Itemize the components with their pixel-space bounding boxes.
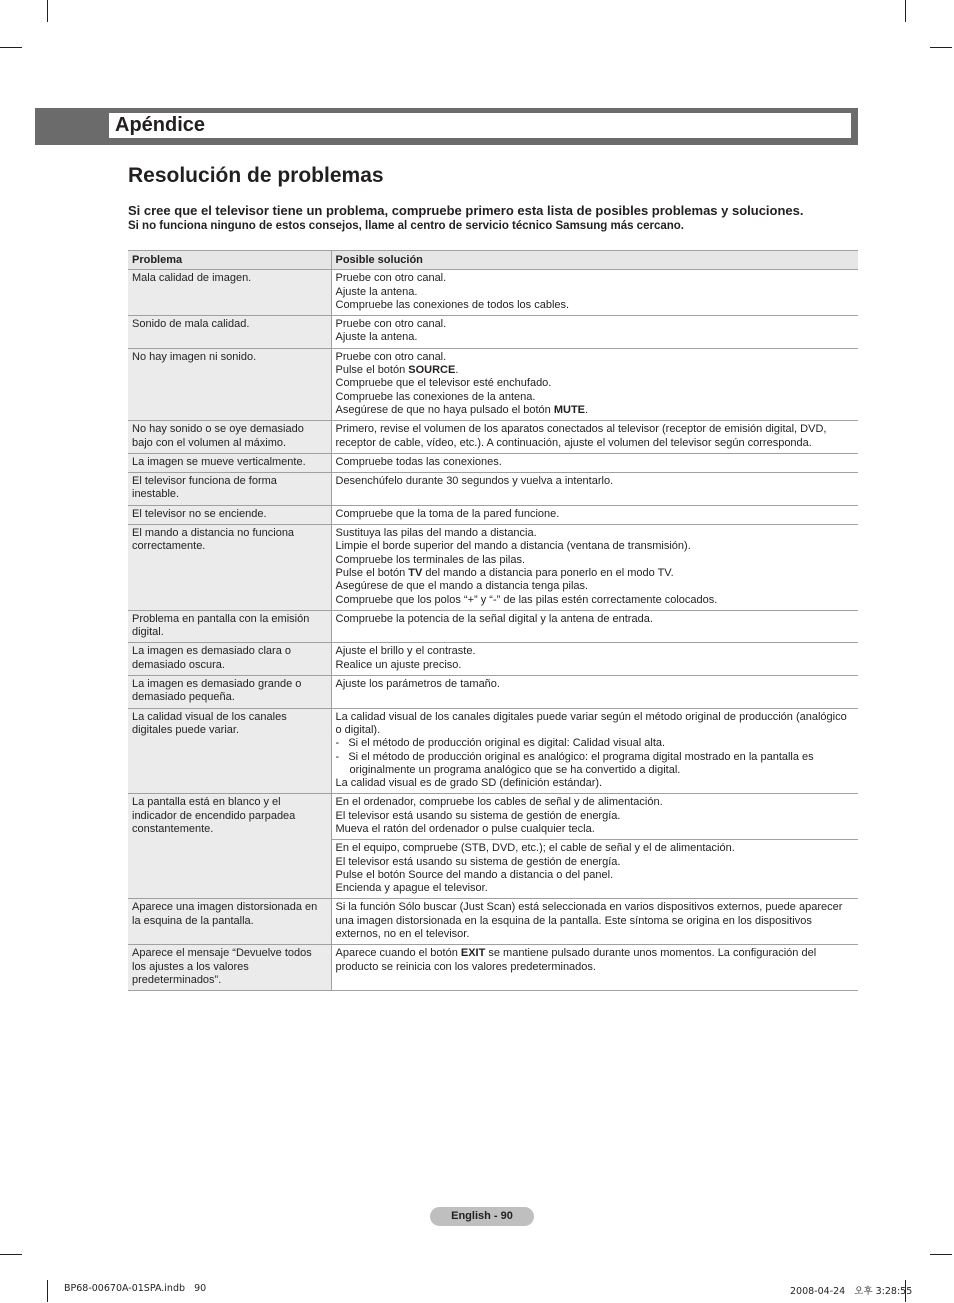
solution-line	[336, 659, 855, 672]
solution-text: del mando a distancia para ponerlo en el modo TV.	[422, 566, 674, 579]
solution-line	[336, 475, 855, 488]
solution-text: Pruebe con otro canal.	[335, 350, 447, 363]
solution-line	[336, 580, 855, 593]
solution-line	[336, 613, 855, 626]
table-row	[128, 473, 858, 506]
solution-text: El televisor está usando su sistema de gestión de energía.	[335, 809, 621, 822]
solution-cell	[331, 945, 858, 991]
solution-cell	[331, 899, 858, 945]
problem-cell: La imagen se mueve verticalmente.	[128, 453, 331, 472]
solution-line	[336, 737, 855, 750]
solution-cell	[331, 473, 858, 506]
table-header-row	[128, 251, 858, 270]
solution-text: Desenchúfelo durante 30 segundos y vuelva a intentarlo.	[335, 475, 614, 488]
solution-line	[336, 299, 855, 312]
chapter-banner	[35, 108, 858, 145]
table-row	[128, 316, 858, 349]
solution-line	[336, 351, 855, 364]
problem-cell: El televisor no se enciende.	[128, 505, 331, 524]
crop-mark	[47, 1280, 48, 1302]
solution-text: Aparece cuando el botón	[335, 947, 461, 960]
problem-cell: Aparece el mensaje “Devuelve todos los ajustes a los valores predeterminados”.	[128, 945, 331, 991]
problem-cell: La imagen es demasiado clara o demasiado oscura.	[128, 643, 331, 676]
table-row	[128, 945, 858, 991]
solution-text: Pulse el botón	[335, 364, 409, 377]
troubleshooting-table	[128, 250, 858, 991]
solution-line	[336, 286, 855, 299]
solution-cell	[331, 505, 858, 524]
solution-cell	[331, 643, 858, 676]
problem-cell: No hay sonido o se oye demasiado bajo con el volumen al máximo.	[128, 421, 331, 454]
solution-text: En el ordenador, compruebe los cables de señal y de alimentación.	[335, 796, 663, 809]
solution-text: Ajuste los parámetros de tamaño.	[335, 678, 500, 691]
solution-text: Asegúrese de que no haya pulsado el botón	[335, 403, 554, 416]
solution-text: Pulse el botón	[335, 566, 409, 579]
chapter-banner-box	[108, 112, 852, 139]
button-name-text: MUTE	[553, 403, 586, 416]
print-file-info: BP68-00670A-01SPA.indb 90	[64, 1283, 207, 1294]
solution-text: Limpie el borde superior del mando a distancia (ventana de transmisión).	[335, 540, 691, 553]
solution-text: - Si el método de producción original es analógico: el programa digital mostrado en la pantalla es originalmente un programa analógico que se ha convertido a digital.	[335, 750, 814, 776]
crop-mark	[0, 1254, 22, 1255]
solution-cell	[331, 610, 858, 643]
solution-text: Compruebe que los polos “+” y “-” de las pilas estén correctamente colocados.	[335, 593, 718, 606]
table-row	[128, 525, 858, 611]
solution-line	[336, 810, 855, 823]
solution-line	[336, 678, 855, 691]
button-name-text: EXIT	[460, 947, 486, 960]
solution-line	[336, 527, 855, 540]
solution-cell	[331, 348, 858, 420]
solution-line	[336, 404, 855, 417]
problem-cell: El mando a distancia no funciona correctamente.	[128, 525, 331, 611]
table-row	[128, 794, 858, 840]
table-row	[128, 708, 858, 794]
solution-line	[336, 856, 855, 869]
table-row	[128, 643, 858, 676]
problem-cell: El televisor funciona de forma inestable.	[128, 473, 331, 506]
solution-text: Asegúrese de que el mando a distancia tenga pilas.	[335, 580, 589, 593]
solution-text: se mantiene pulsado durante unos momentos. La configuración del producto se reinicia con los valores predeterminados.	[335, 947, 817, 973]
crop-mark	[930, 47, 952, 48]
intro-text-secondary: Si no funciona ninguno de estos consejos, llame al centro de servicio técnico Samsung más cercano.	[128, 220, 684, 232]
solution-line	[336, 272, 855, 285]
table-row	[128, 421, 858, 454]
solution-text: Sustituya las pilas del mando a distancia.	[335, 527, 537, 540]
solution-line	[336, 796, 855, 809]
solution-line	[336, 842, 855, 855]
solution-line	[336, 508, 855, 521]
crop-mark	[930, 1254, 952, 1255]
crop-mark	[905, 0, 906, 22]
solution-text: Realice un ajuste preciso.	[335, 658, 462, 671]
solution-text: Compruebe las conexiones de todos los cables.	[335, 298, 570, 311]
problem-cell: La pantalla está en blanco y el indicador de encendido parpadea constantemente.	[128, 794, 331, 899]
solution-text: El televisor está usando su sistema de gestión de energía.	[335, 855, 621, 868]
table-row	[128, 505, 858, 524]
solution-cell	[331, 270, 858, 316]
solution-line	[336, 901, 855, 941]
solution-cell	[331, 421, 858, 454]
solution-line	[336, 554, 855, 567]
solution-text: Pruebe con otro canal.	[335, 272, 447, 285]
table-row	[128, 348, 858, 420]
solution-line	[336, 823, 855, 836]
solution-text: Compruebe las conexiones de la antena.	[335, 390, 536, 403]
solution-line	[336, 751, 855, 778]
solution-text: Compruebe que el televisor esté enchufado.	[335, 377, 552, 390]
solution-line	[336, 594, 855, 607]
solution-line	[336, 318, 855, 331]
table-row	[128, 899, 858, 945]
solution-text: Encienda y apague el televisor.	[335, 882, 488, 895]
solution-cell	[331, 525, 858, 611]
solution-text: Compruebe todas las conexiones.	[335, 455, 502, 468]
solution-cell	[331, 840, 858, 899]
solution-text: - Si el método de producción original es digital: Calidad visual alta.	[335, 737, 666, 750]
solution-text: Primero, revise el volumen de los aparatos conectados al televisor (receptor de emisión digital, DVD, receptor de cable, vídeo, etc.). A continuación, ajuste el volumen del televisor según corresponda.	[335, 423, 827, 449]
solution-line	[336, 645, 855, 658]
table-row	[128, 270, 858, 316]
solution-line	[336, 331, 855, 344]
solution-line	[336, 567, 855, 580]
solution-text: Compruebe que la toma de la pared funcione.	[335, 507, 560, 520]
crop-mark	[47, 0, 48, 22]
solution-text: .	[455, 364, 459, 377]
solution-cell	[331, 708, 858, 794]
table-row	[128, 453, 858, 472]
solution-line	[336, 423, 855, 450]
crop-mark	[0, 47, 22, 48]
problem-cell: La imagen es demasiado grande o demasiado pequeña.	[128, 676, 331, 709]
problem-cell: Sonido de mala calidad.	[128, 316, 331, 349]
solution-cell	[331, 676, 858, 709]
problem-cell: No hay imagen ni sonido.	[128, 348, 331, 420]
solution-text: Ajuste la antena.	[335, 285, 418, 298]
problem-cell: Aparece una imagen distorsionada en la esquina de la pantalla.	[128, 899, 331, 945]
problem-cell: Mala calidad de imagen.	[128, 270, 331, 316]
solution-text: Mueva el ratón del ordenador o pulse cualquier tecla.	[335, 822, 595, 835]
solution-text: Pruebe con otro canal.	[335, 318, 447, 331]
chapter-title: Apéndice	[115, 114, 206, 136]
print-date-info: 2008-04-24 오후 3:28:55	[790, 1286, 913, 1297]
button-name-text: TV	[408, 566, 423, 579]
table-body	[128, 270, 858, 991]
problem-cell: Problema en pantalla con la emisión digital.	[128, 610, 331, 643]
table-row	[128, 676, 858, 709]
section-title: Resolución de problemas	[128, 164, 384, 187]
column-header-problem: Problema	[128, 251, 331, 270]
solution-cell	[331, 453, 858, 472]
problem-cell: La calidad visual de los canales digitales puede variar.	[128, 708, 331, 794]
solution-text: Compruebe los terminales de las pilas.	[335, 553, 526, 566]
solution-line	[336, 540, 855, 553]
solution-line	[336, 777, 855, 790]
solution-line	[336, 711, 855, 738]
intro-text-primary: Si cree que el televisor tiene un problema, compruebe primero esta lista de posibles problemas y soluciones.	[128, 203, 804, 218]
solution-line	[336, 882, 855, 895]
solution-text: Ajuste el brillo y el contraste.	[335, 645, 476, 658]
solution-line	[336, 869, 855, 882]
solution-text: .	[585, 403, 589, 416]
page-number-badge: English - 90	[430, 1207, 534, 1226]
solution-cell	[331, 316, 858, 349]
solution-text: En el equipo, compruebe (STB, DVD, etc.); el cable de señal y el de alimentación.	[335, 842, 735, 855]
solution-line	[336, 364, 855, 377]
solution-line	[336, 391, 855, 404]
button-name-text: SOURCE	[408, 364, 456, 377]
solution-text: Ajuste la antena.	[335, 331, 418, 344]
table-row	[128, 610, 858, 643]
solution-text: Compruebe la potencia de la señal digital y la antena de entrada.	[335, 612, 653, 625]
solution-text: La calidad visual es de grado SD (definición estándar).	[335, 777, 603, 790]
solution-line	[336, 947, 855, 974]
solution-line	[336, 456, 855, 469]
column-header-solution: Posible solución	[331, 251, 858, 270]
solution-line	[336, 377, 855, 390]
solution-cell	[331, 794, 858, 840]
solution-text: Pulse el botón Source del mando a distancia o del panel.	[335, 868, 614, 881]
solution-text: La calidad visual de los canales digitales puede variar según el método original de producción (analógico o digital).	[335, 710, 847, 736]
solution-text: Si la función Sólo buscar (Just Scan) está seleccionada en varios dispositivos externos, puede aparecer una imagen distorsionada en la esquina de la pantalla. Este síntoma se origina en los dispositivos externos, no en el televisor.	[335, 901, 843, 941]
